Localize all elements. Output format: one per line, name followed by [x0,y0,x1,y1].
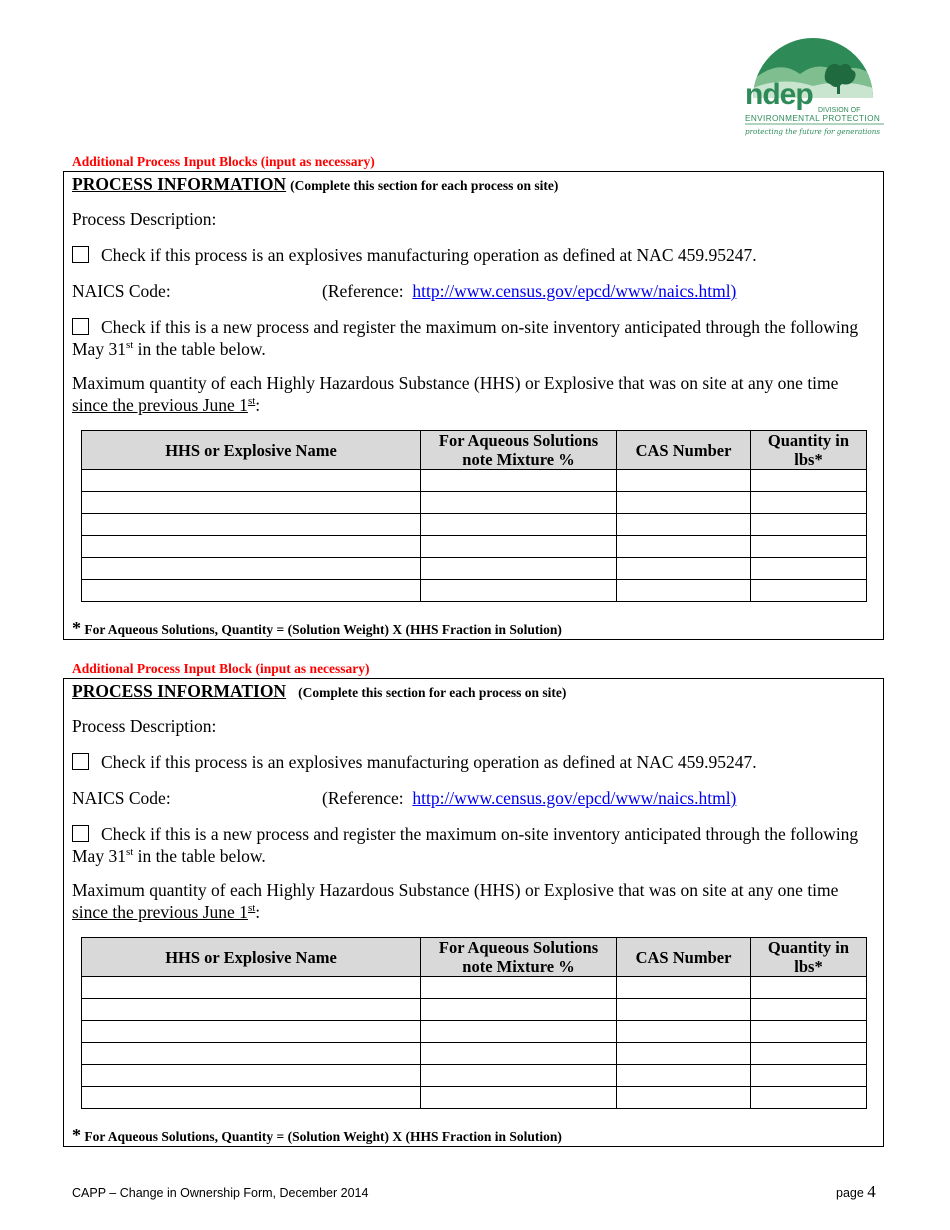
section-title-text: PROCESS INFORMATION [72,681,287,701]
table-cell[interactable] [421,580,617,602]
table-cell[interactable] [82,1087,421,1109]
new-process-text: Check if this is a new process and register the maximum on-site inventory anticipated through the following May 31 [72,824,859,866]
explosives-checkbox[interactable] [72,753,89,770]
header-mixture-pct: For Aqueous Solutions note Mixture % [421,938,617,977]
table-cell[interactable] [82,492,421,514]
block-caption: Additional Process Input Blocks (input as necessary) [72,154,375,169]
table-cell[interactable] [82,1043,421,1065]
table-row [82,977,867,999]
new-process-tail: in the table below. [133,339,266,359]
table-cell[interactable] [751,977,867,999]
table-cell[interactable] [82,470,421,492]
table-cell[interactable] [751,514,867,536]
table-cell[interactable] [421,1087,617,1109]
table-cell[interactable] [751,558,867,580]
table-header-row [82,431,867,470]
max-quantity-text: Maximum quantity of each Highly Hazardous Substance (HHS) or Explosive that was on site at any one time [72,880,839,900]
table-cell[interactable] [421,999,617,1021]
footnote-text: For Aqueous Solutions, Quantity = (Solution Weight) X (HHS Fraction in Solution) [84,1129,562,1144]
svg-text:DIVISION OF: DIVISION OF [818,107,861,114]
table-row [82,1065,867,1087]
section-title [72,174,558,195]
superscript: st [125,846,134,859]
table-cell[interactable] [617,558,751,580]
table-cell[interactable] [751,470,867,492]
explosives-check-label: Check if this process is an explosives manufacturing operation as defined at NAC 459.95247. [101,245,757,265]
table-row [82,470,867,492]
table-cell[interactable] [617,1043,751,1065]
hhs-table [81,430,867,602]
table-row [82,514,867,536]
table-cell[interactable] [617,1021,751,1043]
new-process-checkbox[interactable] [72,318,89,335]
table-cell[interactable] [617,999,751,1021]
new-process-tail: in the table below. [133,846,266,866]
table-cell[interactable] [421,1021,617,1043]
table-cell[interactable] [421,470,617,492]
svg-text:ENVIRONMENTAL PROTECTION: ENVIRONMENTAL PROTECTION [745,114,881,123]
page-number: 4 [867,1182,876,1201]
header-cas-number: CAS Number [617,938,751,977]
header-hhs-name: HHS or Explosive Name [82,431,421,470]
ndep-logo [738,30,888,142]
superscript: st [247,902,256,915]
table-row [82,536,867,558]
table-cell[interactable] [751,536,867,558]
naics-code-label: NAICS Code: [72,281,171,301]
naics-code-label: NAICS Code: [72,788,171,808]
table-row [82,558,867,580]
new-process-checkbox[interactable] [72,825,89,842]
table-cell[interactable] [421,1065,617,1087]
process-description-label: Process Description: [72,716,217,736]
section-subtitle: (Complete this section for each process on site) [298,685,567,700]
header-quantity-lbs: Quantity in lbs* [751,938,867,977]
table-cell[interactable] [82,580,421,602]
footnote-star: * [72,1125,81,1145]
max-quantity-paragraph [72,879,872,923]
table-cell[interactable] [82,514,421,536]
footnote-star: * [72,618,81,638]
table-cell[interactable] [617,1065,751,1087]
svg-text:protecting the future for gene: protecting the future for generations [745,127,881,136]
header-hhs-name: HHS or Explosive Name [82,938,421,977]
max-quantity-tail: : [255,902,261,922]
table-cell[interactable] [421,558,617,580]
table-cell[interactable] [82,536,421,558]
superscript: st [247,395,256,408]
table-cell[interactable] [617,1087,751,1109]
table-cell[interactable] [617,492,751,514]
table-cell[interactable] [751,1087,867,1109]
explosives-check-label: Check if this process is an explosives manufacturing operation as defined at NAC 459.95247. [101,752,757,772]
table-cell[interactable] [751,580,867,602]
section-title [72,681,566,702]
table-cell[interactable] [751,1065,867,1087]
header-mixture-pct: For Aqueous Solutions note Mixture % [421,431,617,470]
superscript: st [125,339,134,352]
section-subtitle: (Complete this section for each process on site) [290,178,559,193]
table-cell[interactable] [617,536,751,558]
footnote-text: For Aqueous Solutions, Quantity = (Solution Weight) X (HHS Fraction in Solution) [84,622,562,637]
section-title-text: PROCESS INFORMATION [72,174,287,194]
table-row [82,492,867,514]
footer-form-title: CAPP – Change in Ownership Form, December 2014 [72,1186,369,1200]
reference-label: (Reference: [322,281,404,301]
table-cell[interactable] [617,580,751,602]
explosives-check-row [72,752,757,773]
table-cell[interactable] [421,977,617,999]
table-cell[interactable] [617,470,751,492]
table-cell[interactable] [617,514,751,536]
new-process-paragraph [72,823,872,867]
explosives-checkbox[interactable] [72,246,89,263]
naics-reference [322,281,736,302]
max-quantity-paragraph [72,372,872,416]
table-cell[interactable] [751,492,867,514]
table-cell[interactable] [421,492,617,514]
header-quantity-lbs: Quantity in lbs* [751,431,867,470]
hhs-table [81,937,867,1109]
footnote [72,1125,562,1146]
footer-page [836,1182,876,1202]
process-description-label: Process Description: [72,209,217,229]
max-quantity-tail: : [255,395,261,415]
table-cell[interactable] [82,558,421,580]
table-cell[interactable] [751,999,867,1021]
svg-text:ndep: ndep [745,78,813,111]
naics-reference-link[interactable]: http://www.census.gov/epcd/www/naics.html) [412,788,737,808]
reference-label: (Reference: [322,788,404,808]
table-row [82,999,867,1021]
max-quantity-underlined: since the previous June 1 [72,902,248,922]
table-cell[interactable] [421,536,617,558]
table-row [82,1087,867,1109]
table-cell[interactable] [82,1021,421,1043]
footnote [72,618,562,639]
max-quantity-text: Maximum quantity of each Highly Hazardous Substance (HHS) or Explosive that was on site at any one time [72,373,839,393]
table-cell[interactable] [82,1065,421,1087]
process-information-block [63,678,884,1147]
new-process-text: Check if this is a new process and register the maximum on-site inventory anticipated through the following May 31 [72,317,859,359]
block-caption: Additional Process Input Block (input as necessary) [72,661,370,676]
new-process-paragraph [72,316,872,360]
table-cell[interactable] [82,977,421,999]
table-cell[interactable] [617,977,751,999]
table-row [82,1021,867,1043]
header-cas-number: CAS Number [617,431,751,470]
max-quantity-underlined: since the previous June 1 [72,395,248,415]
table-cell[interactable] [82,999,421,1021]
naics-reference [322,788,736,809]
table-cell[interactable] [421,1043,617,1065]
table-cell[interactable] [751,1043,867,1065]
table-row [82,1043,867,1065]
naics-reference-link[interactable]: http://www.census.gov/epcd/www/naics.html) [412,281,737,301]
process-information-block [63,171,884,640]
table-header-row [82,938,867,977]
table-row [82,580,867,602]
table-cell[interactable] [751,1021,867,1043]
table-cell[interactable] [421,514,617,536]
explosives-check-row [72,245,757,266]
page-label: page [836,1186,868,1200]
